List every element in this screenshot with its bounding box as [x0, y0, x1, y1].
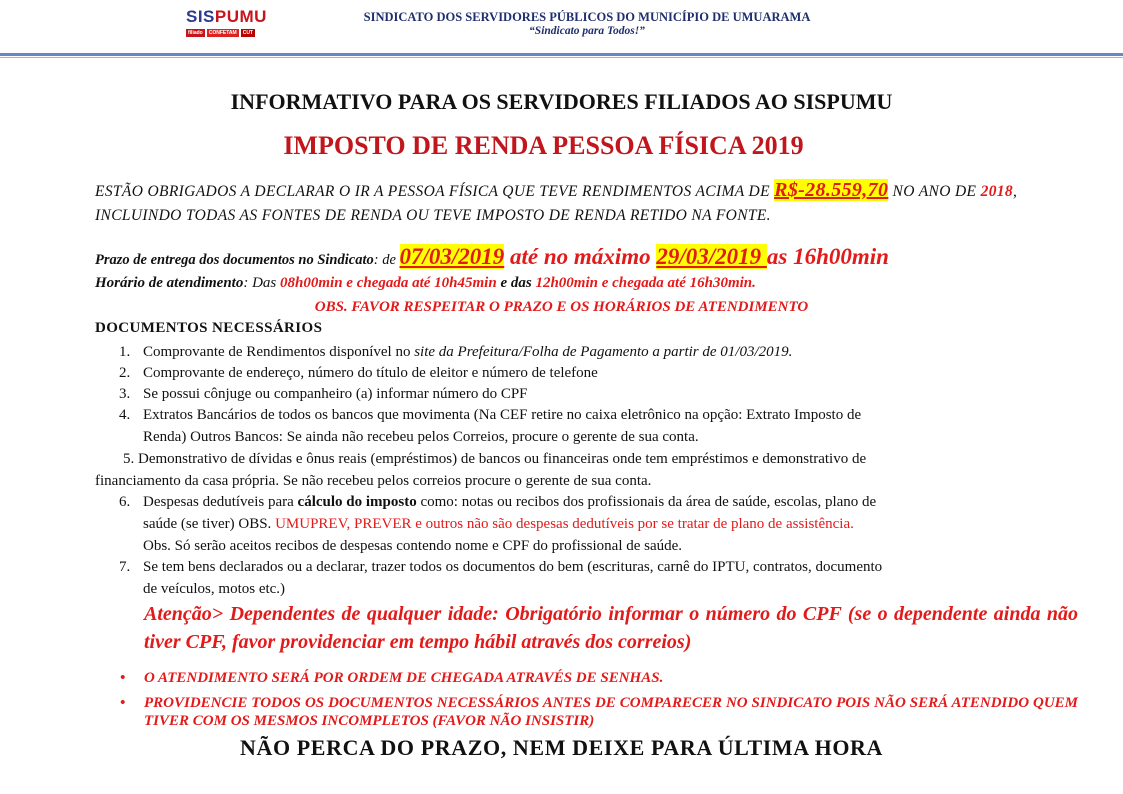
deadline-end-date: 29/03/2019 [656, 244, 767, 269]
list-item: 3. Se possui cônjuge ou companheiro (a) informar número do CPF [119, 386, 528, 402]
bullet-icon: • [120, 695, 126, 711]
closing-message: NÃO PERCA DO PRAZO, NEM DEIXE PARA ÚLTIMA HORA [239, 735, 884, 760]
logo-affiliation-tags: filiado CONFETAM CUT [188, 30, 253, 36]
deadline-line: Prazo de entrega dos documentos no Sindicato: de 07/03/2019 até no máximo 29/03/2019 as 16h00min [95, 244, 889, 269]
list-item: 5. Demonstrativo de dívidas e ônus reais (empréstimos) de bancos ou financeiras onde tem empréstimos e demonstrativo de financiamento da casa própria. Se não recebeu pelos correios procure o gerente de sua conta. [95, 451, 867, 489]
list-item: • O ATENDIMENTO SERÁ POR ORDEM DE CHEGADA ATRAVÉS DE SENHAS. [120, 670, 664, 686]
intro-paragraph: ESTÃO OBRIGADOS A DECLARAR O IR A PESSOA FÍSICA QUE TEVE RENDIMENTOS ACIMA DE R$-28.559,70 NO ANO DE 2018, INCLUINDO TODAS AS FONTES DE RENDA OU TEVE IMPOSTO DE RENDA RETIDO NA FONTE. [95, 179, 1018, 224]
document-subtitle: IMPOSTO DE RENDA PESSOA FÍSICA 2019 [283, 131, 804, 160]
organization-name: SINDICATO DOS SERVIDORES PÚBLICOS DO MUNICÍPIO DE UMUARAMA [363, 10, 811, 24]
header-divider [0, 53, 1123, 56]
list-item: • PROVIDENCIE TODOS OS DOCUMENTOS NECESSÁRIOS ANTES DE COMPARECER NO SINDICATO POIS NÃO SERÁ ATENDIDO QUEM TIVER COM OS MESMOS INCOMPLETOS (FAVOR NÃO INSISTIR) [120, 695, 1078, 729]
income-threshold: R$-28.559,70 [774, 179, 889, 201]
observation-notice: OBS. FAVOR RESPEITAR O PRAZO E OS HORÁRIOS DE ATENDIMENTO [314, 299, 809, 315]
dependents-attention-notice: Atenção> Dependentes de qualquer idade: Obrigatório informar o número do CPF (se o dependente ainda não tiver CPF, favor providenciar em tempo hábil através dos correios) [144, 603, 1078, 653]
list-item: 4. Extratos Bancários de todos os bancos que movimenta (Na CEF retire no caixa eletrônico na opção: Extrato Imposto de Renda) Outros Bancos: Se ainda não recebeu pelos Correios, procure o gerente de sua conta. [119, 407, 862, 445]
document-title: INFORMATIVO PARA OS SERVIDORES FILIADOS AO SISPUMU [230, 89, 893, 114]
list-item: 1. Comprovante de Rendimentos disponível no site da Prefeitura/Folha de Pagamento a partir de 01/03/2019. [119, 344, 793, 360]
office-hours-line: Horário de atendimento: Das 08h00min e chegada até 10h45min e das 12h00min e chegada até 16h30min. [95, 275, 756, 291]
organization-slogan: “Sindicato para Todos!” [529, 25, 645, 37]
deadline-start-date: 07/03/2019 [399, 244, 505, 269]
documents-heading: DOCUMENTOS NECESSÁRIOS [95, 320, 323, 336]
list-item: 2. Comprovante de endereço, número do título de eleitor e número de telefone [119, 365, 598, 381]
bullet-icon: • [120, 670, 126, 686]
logo-wordmark: SISPUMU [186, 7, 267, 26]
list-item: 7. Se tem bens declarados ou a declarar, trazer todos os documentos do bem (escrituras, carnê do IPTU, contratos, documento de veículos, motos etc.) [119, 559, 883, 597]
sispumu-logo [186, 7, 267, 44]
reference-year: 2018 [980, 183, 1013, 200]
header-divider-thin [0, 57, 1123, 58]
list-item: 6. Despesas dedutíveis para cálculo do imposto como: notas ou recibos dos profissionais da área de saúde, escolas, plano de saúde (se tiver) OBS. UMUPREV, PREVER e outros não são despesas dedutíveis por se tratar de plano de assistência. Obs. Só serão aceitos recibos de despesas contendo nome e CPF do profissional de saúde. [119, 494, 877, 554]
